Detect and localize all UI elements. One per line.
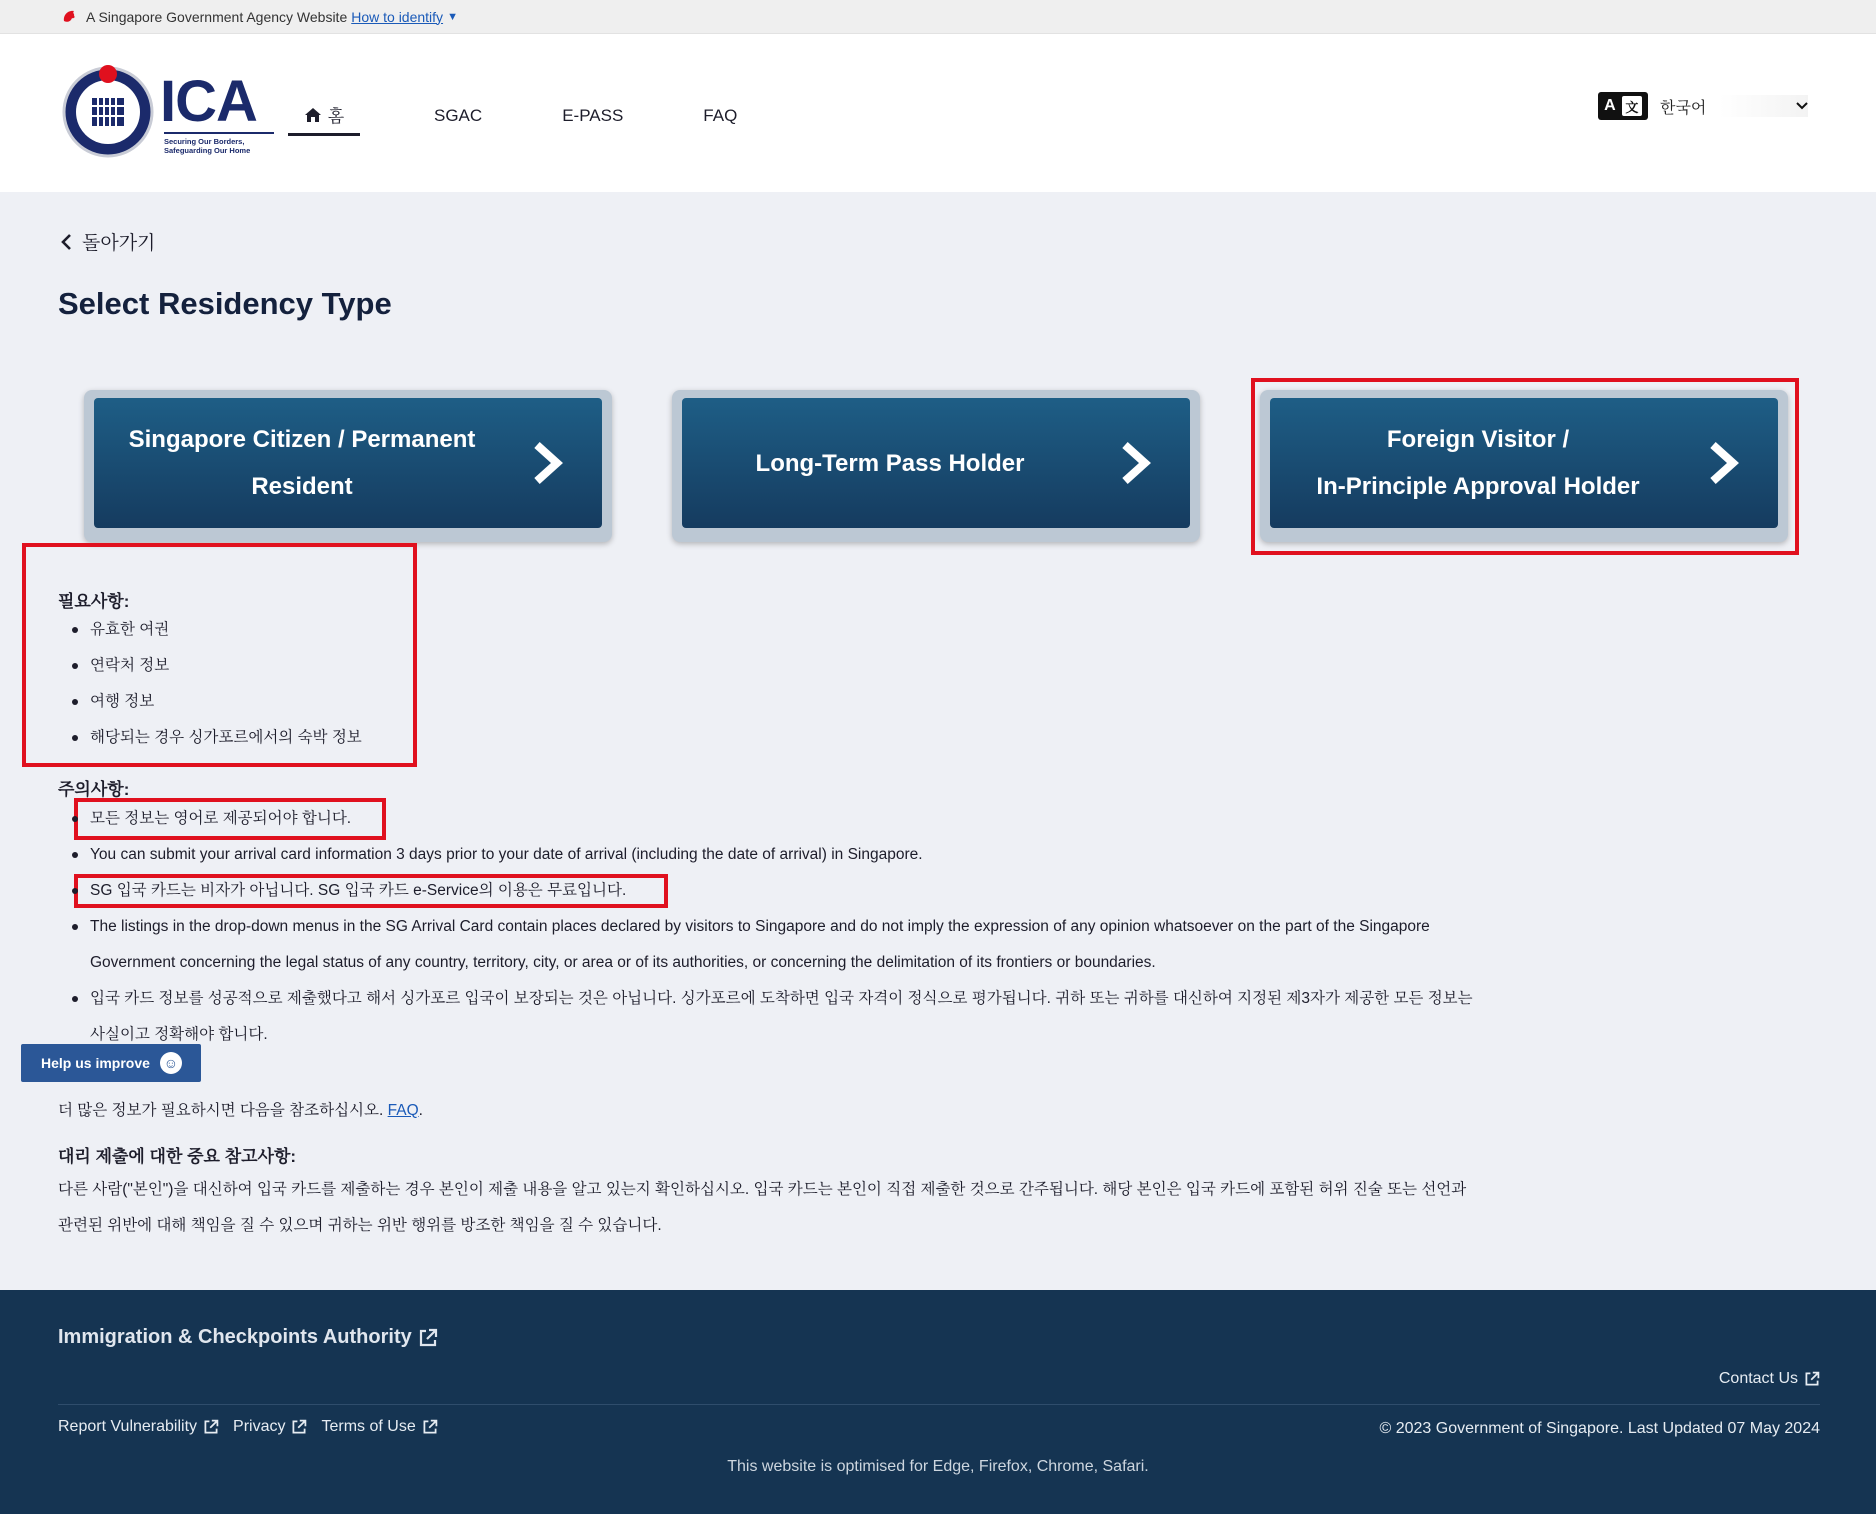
help-us-improve-button[interactable] — [21, 1044, 201, 1082]
nav-epass[interactable]: E-PASS — [562, 106, 624, 125]
more-info-label: 더 많은 정보가 필요하시면 다음을 참조하십시오. — [58, 1102, 384, 1119]
foreign-visitor-label-line2: In-Principle Approval Holder — [1316, 473, 1640, 500]
footer-divider — [58, 1404, 1820, 1405]
report-vulnerability-label: Report Vulnerability — [58, 1418, 198, 1435]
privacy-label: Privacy — [233, 1418, 286, 1435]
external-link-icon — [203, 1419, 219, 1435]
language-select[interactable] — [1660, 95, 1808, 117]
language-select-value: 한국어 — [1660, 99, 1707, 117]
external-link-icon — [1804, 1371, 1820, 1387]
chevron-right-icon — [1119, 441, 1151, 485]
language-switcher — [1598, 92, 1808, 120]
ica-footer-label: Immigration & Checkpoints Authority — [58, 1326, 412, 1348]
ica-logo-tagline: Securing Our Borders, Safeguarding Our Home — [164, 132, 274, 155]
contact-us-link[interactable] — [1719, 1370, 1820, 1388]
terms-of-use-label: Terms of Use — [321, 1418, 416, 1435]
list-item: SG 입국 카드는 비자가 아닙니다. SG 입국 카드 e-Service의 이용은 무료입니다. — [70, 873, 1490, 909]
browser-support-text: This website is optimised for Edge, Firefox, Chrome, Safari. — [727, 1458, 1149, 1475]
chevron-right-icon — [531, 441, 563, 485]
highlight-box-foreign-visitor — [1251, 378, 1799, 555]
list-item: You can submit your arrival card information 3 days prior to your date of arrival (including the date of arrival) in Singapore. — [70, 837, 1490, 873]
proxy-heading: 대리 제출에 대한 중요 참고사항: — [58, 1147, 297, 1166]
copyright-text: © 2023 Government of Singapore. Last Updated 07 May 2024 — [1379, 1420, 1820, 1437]
home-icon — [304, 107, 322, 123]
list-item: 여행 정보 — [70, 684, 362, 720]
citizen-pr-label-line1: Singapore Citizen / Permanent — [128, 426, 476, 453]
nav-home-label: 홈 — [327, 107, 345, 126]
long-term-pass-label: Long-Term Pass Holder — [755, 449, 1025, 477]
main-nav — [288, 96, 737, 136]
help-us-improve-label: Help us improve — [41, 1055, 150, 1071]
privacy-link[interactable] — [233, 1418, 307, 1436]
long-term-pass-button[interactable] — [672, 390, 1200, 542]
chevron-left-icon — [60, 233, 72, 251]
translate-icon: A 文 — [1598, 92, 1648, 120]
ica-seal-icon — [58, 60, 158, 160]
site-header — [0, 34, 1876, 192]
list-item: 해당되는 경우 싱가포르에서의 숙박 정보 — [70, 720, 362, 756]
ica-logo-text: ICA — [160, 69, 257, 134]
list-item: 연락처 정보 — [70, 648, 362, 684]
nav-sgac[interactable]: SGAC — [434, 106, 483, 125]
requirements-heading: 필요사항: — [58, 592, 130, 611]
lion-head-icon — [60, 7, 80, 27]
gov-masthead — [0, 0, 1876, 34]
more-info-text: 더 많은 정보가 필요하시면 다음을 참조하십시오. FAQ. — [58, 1102, 423, 1119]
back-link-label: 돌아가기 — [82, 233, 156, 254]
notes-list — [70, 801, 1490, 1053]
faq-link[interactable]: FAQ — [387, 1102, 419, 1119]
site-footer — [0, 1290, 1876, 1514]
foreign-visitor-label-line1: Foreign Visitor / — [1386, 426, 1570, 453]
requirements-list — [70, 612, 362, 756]
terms-of-use-link[interactable] — [321, 1418, 437, 1436]
citizen-pr-button[interactable] — [84, 390, 612, 542]
list-item: 유효한 여권 — [70, 612, 362, 648]
external-link-icon — [418, 1328, 438, 1348]
chevron-down-icon — [1796, 102, 1808, 110]
list-item: 입국 카드 정보를 성공적으로 제출했다고 해서 싱가포르 입국이 보장되는 것은 아닙니다. 싱가포르에 도착하면 입국 자격이 정식으로 평가됩니다. 귀하 또는 귀하를 대신하여 지정된 제3자가 제공한 모든 정보는 사실이고 정확해야 합니다. — [70, 981, 1490, 1053]
chevron-down-icon[interactable]: ▼ — [447, 10, 458, 23]
external-link-icon — [291, 1419, 307, 1435]
citizen-pr-label-line2: Resident — [251, 473, 353, 500]
page-title: Select Residency Type — [58, 286, 392, 321]
how-to-identify-link[interactable]: How to identify — [351, 8, 444, 25]
gov-masthead-text: A Singapore Government Agency Website — [86, 8, 348, 25]
footer-links — [58, 1418, 452, 1436]
nav-home[interactable] — [288, 96, 360, 136]
contact-us-label: Contact Us — [1718, 1370, 1798, 1387]
external-link-icon — [422, 1419, 438, 1435]
list-item: The listings in the drop-down menus in the SG Arrival Card contain places declared by visitors to Singapore and do not imply the expression of any opinion whatsoever on the part of the Singapore Government concerning the legal status of any country, territory, city, or area or of its authorities, or concerning the delimitation of its frontiers or boundaries. — [70, 909, 1490, 981]
proxy-text: 다른 사람("본인")을 대신하여 입국 카드를 제출하는 경우 본인이 제출 내용을 알고 있는지 확인하십시오. 입국 카드는 본인이 직접 제출한 것으로 간주됩니다. 해당 본인은 입국 카드에 포함된 허위 진술 또는 선언과 관련된 위반에 대해 책임을 질 수 있으며 귀하는 위반 행위를 방조한 책임을 질 수 있습니다. — [58, 1181, 1467, 1234]
nav-faq[interactable]: FAQ — [703, 106, 738, 125]
notes-heading: 주의사항: — [58, 780, 130, 799]
report-vulnerability-link[interactable] — [58, 1418, 219, 1436]
ica-logo[interactable] — [58, 60, 258, 164]
list-item: 모든 정보는 영어로 제공되어야 합니다. — [70, 801, 1490, 837]
back-link[interactable] — [60, 228, 155, 255]
ica-footer-link[interactable] — [58, 1326, 438, 1349]
smiley-icon: ☺ — [160, 1052, 182, 1074]
